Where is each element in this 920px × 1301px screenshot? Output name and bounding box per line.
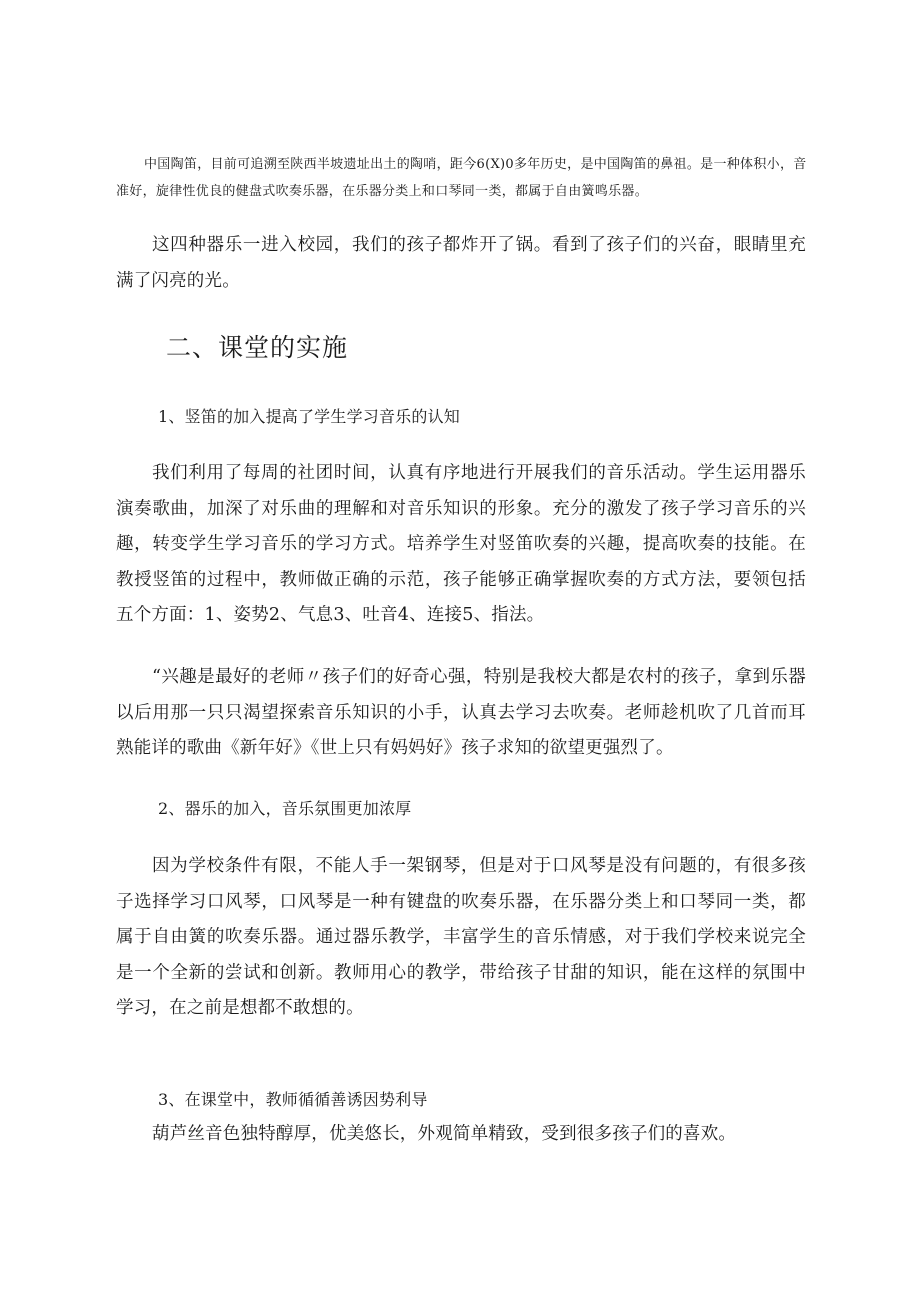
paragraph-intro: 这四种器乐一进入校园，我们的孩子都炸开了锅。看到了孩子们的兴奋，眼睛里充满了闪亮的光。	[116, 235, 806, 291]
intro-small-paragraph: 中国陶笛，目前可追溯至陕西半坡遗址出土的陶哨，距今6(X)0多年历史，是中国陶笛的鼻祖。是一种体积小，音准好，旋律性优良的健盘式吹奏乐器，在乐器分类上和口琴同一类，都属于自由簧鸣乐器。	[116, 157, 807, 199]
subheading-3: 3、在课堂中，教师循循善诱因势利导	[158, 1090, 428, 1109]
paragraph-1: 我们利用了每周的社团时间，认真有序地进行开展我们的音乐活动。学生运用器乐演奏歌曲，加深了对乐曲的理解和对音乐知识的形象。充分的激发了孩子学习音乐的兴趣，转变学生学习音乐的学习方式。培养学生对竖笛吹奏的兴趣，提高吹奏的技能。在教授竖笛的过程中，教师做正确的示范，孩子能够正确掌握吹奏的方式方法，要领包括五个方面：1、姿势2、气息3、吐音4、连接5、指法。	[116, 463, 806, 625]
section-heading: 二、课堂的实施	[166, 333, 349, 362]
subheading-1: 1、竖笛的加入提高了学生学习音乐的认知	[158, 407, 460, 426]
subheading-2: 2、器乐的加入，音乐氛围更加浓厚	[158, 799, 412, 818]
paragraph-3: 因为学校条件有限，不能人手一架钢琴，但是对于口风琴是没有问题的，有很多孩子选择学习口风琴，口风琴是一种有键盘的吹奏乐器，在乐器分类上和口琴同一类，都属于自由簧的吹奏乐器。通过器乐教学，丰富学生的音乐情感，对于我们学校来说完全是一个全新的尝试和创新。教师用心的教学，带给孩子甘甜的知识，能在这样的氛围中学习，在之前是想都不敢想的。	[116, 856, 806, 1018]
paragraph-4: 葫芦丝音色独特醇厚，优美悠长，外观简单精致，受到很多孩子们的喜欢。	[152, 1124, 737, 1144]
paragraph-2: “兴趣是最好的老师〃孩子们的好奇心强，特别是我校大都是农村的孩子，拿到乐器以后用那一只只渴望探索音乐知识的小手，认真去学习去吹奏。老师趁机吹了几首而耳熟能详的歌曲《新年好》《世上只有妈妈好》孩子求知的欲望更强烈了。	[116, 667, 806, 758]
